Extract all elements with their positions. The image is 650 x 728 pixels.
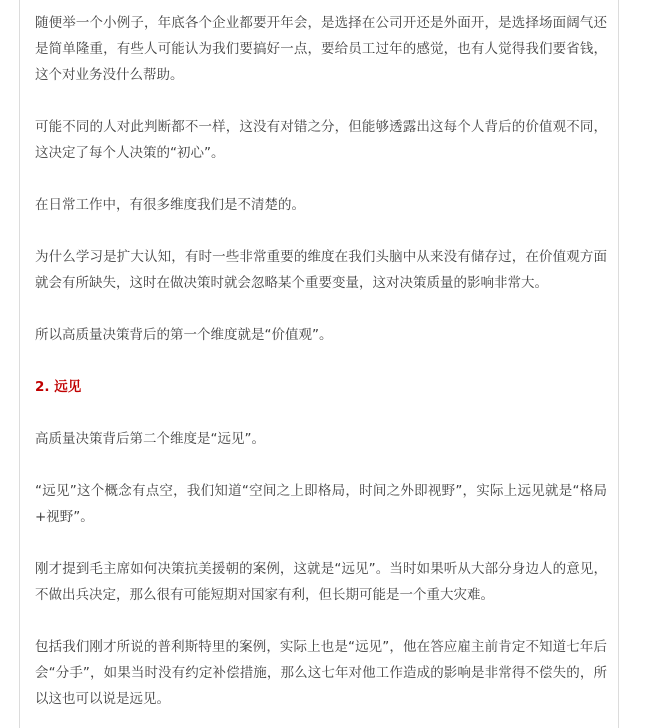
paragraph-values-differ: 可能不同的人对此判断都不一样，这没有对错之分，但能够透露出这每个人背后的价值观不同，这决定了每个人决策的“初心”。 — [35, 119, 607, 161]
section-heading-vision: 2. 远见 — [35, 379, 82, 395]
paragraph-vision-concept: “远见”这个概念有点空，我们知道“空间之上即格局，时间之外即视野”，实际上远见就是“格局+视野”。 — [35, 483, 607, 525]
paragraph-first-dimension: 所以高质量决策背后的第一个维度就是“价值观”。 — [35, 327, 333, 343]
paragraph-daily-work: 在日常工作中，有很多维度我们是不清楚的。 — [35, 197, 305, 213]
paragraph-priestley-example: 包括我们刚才所说的普利斯特里的案例，实际上也是“远见”，他在答应雇主前肯定不知道七年后会“分手”，如果当时没有约定补偿措施，那么这七年对他工作造成的影响是非常得不偿失的，所以这也可以说是远见。 — [35, 639, 607, 707]
article-body — [35, 10, 607, 712]
paragraph-mao-example: 刚才提到毛主席如何决策抗美援朝的案例，这就是“远见”。当时如果听从大部分身边人的意见，不做出兵决定，那么很有可能短期对国家有利，但长期可能是一个重大灾难。 — [35, 561, 607, 603]
article-page — [19, 0, 619, 728]
paragraph-second-dimension: 高质量决策背后第二个维度是“远见”。 — [35, 431, 265, 447]
paragraph-annual-meeting-example: 随便举一个小例子，年底各个企业都要开年会，是选择在公司开还是外面开，是选择场面阔气还是简单隆重，有些人可能认为我们要搞好一点，要给员工过年的感觉，也有人觉得我们要省钱，这个对业务没什么帮助。 — [35, 15, 607, 83]
paragraph-learning-cognition: 为什么学习是扩大认知，有时一些非常重要的维度在我们头脑中从来没有储存过，在价值观方面就会有所缺失，这时在做决策时就会忽略某个重要变量，这对决策质量的影响非常大。 — [35, 249, 607, 291]
